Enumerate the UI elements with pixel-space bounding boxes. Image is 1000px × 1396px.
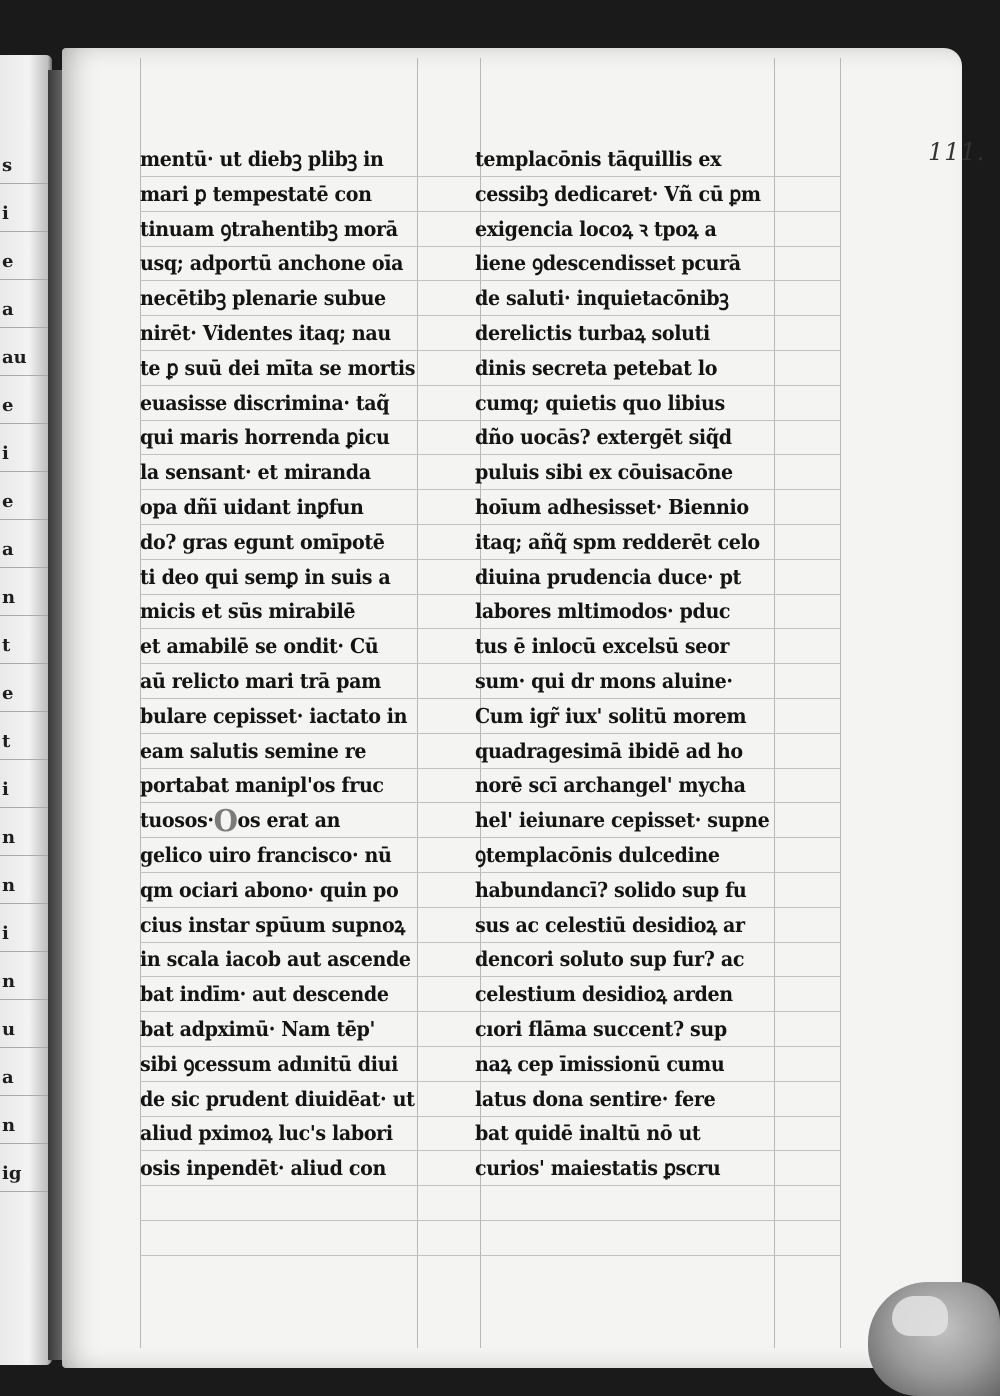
text-line: in scala iacob aut ascende — [140, 947, 411, 972]
text-line: ꝯtemplacōnis dulcedine — [475, 842, 720, 867]
text-line: osis inpendēt· aliud con — [140, 1156, 386, 1181]
facing-page-fragment: i — [2, 203, 9, 224]
facing-page-fragment: e — [2, 683, 14, 704]
text-line: celestium desidioꝝ arden — [475, 982, 733, 1007]
text-line: dño uocās? extergēt siq̃d — [475, 425, 732, 450]
facing-page-rule — [0, 1143, 48, 1144]
facing-page-rule — [0, 951, 48, 952]
facing-page-fragment: n — [2, 827, 16, 848]
facing-page-fragment: e — [2, 251, 14, 272]
text-line: ti deo qui semꝑ in suis a — [140, 564, 391, 589]
text-line: Cum igr̃ iux' solitū morem — [475, 703, 747, 728]
facing-page-fragment: a — [2, 539, 14, 560]
text-line: te ꝑ suū dei mīta se mortis — [140, 355, 416, 380]
text-line: mentū· ut diebꝫ plibꝫ in — [140, 147, 384, 171]
facing-page-rule — [0, 663, 48, 664]
facing-page-rule — [0, 711, 48, 712]
facing-page-fragment: n — [2, 1115, 16, 1136]
facing-page-rule — [0, 615, 48, 616]
facing-page-fragment: a — [2, 299, 14, 320]
folio-number: 111. — [928, 138, 986, 166]
text-line: dencori soluto sup fur? ac — [475, 947, 745, 972]
text-line: dinis secreta petebat lo — [475, 355, 718, 380]
text-line: gelico uiro francisco· nū — [140, 842, 392, 867]
facing-page-rule — [0, 519, 48, 520]
facing-page-rule — [0, 759, 48, 760]
facing-page-fragment: n — [2, 971, 16, 992]
text-line: bat quidē inaltū nō ut — [475, 1121, 701, 1146]
text-line: cıori flāma succent? sup — [475, 1016, 727, 1041]
text-line: cessibꝫ dedicaret· Vñ cū ꝑm — [475, 181, 761, 206]
text-line: puluis sibi ex cōuisacōne — [475, 460, 733, 485]
text-line: hoīum adhesisset· Biennio — [475, 494, 749, 519]
facing-page-rule — [0, 855, 48, 856]
left-text-column — [140, 142, 440, 1186]
text-line: latus dona sentire· fere — [475, 1086, 716, 1111]
facing-page-rule — [0, 807, 48, 808]
facing-page-fragment: i — [2, 779, 9, 800]
text-line: portabat manipl'os fruc — [140, 773, 384, 798]
thumbnail-highlight — [892, 1296, 948, 1336]
text-line: sibi ꝯcessum adınitū diui — [140, 1051, 398, 1076]
facing-page-fragment: e — [2, 491, 14, 512]
facing-page-fragment: a — [2, 1067, 14, 1088]
facing-page-rule — [0, 1191, 48, 1192]
text-line: necētibꝫ plenarie subue — [140, 286, 386, 311]
text-line: tuosos·Oos erat an — [140, 803, 341, 839]
text-line: micis et sūs mirabilē — [140, 599, 356, 624]
text-line: qm ociari abono· quin po — [140, 877, 399, 902]
facing-page-fragment: i — [2, 923, 9, 944]
text-line: labores mltimodos· pduc — [475, 599, 731, 624]
text-after-initial: os erat an — [237, 808, 341, 833]
text-line: curios' maiestatis ꝑscru — [475, 1156, 721, 1181]
text-line: derelictis turbaꝝ soluti — [475, 320, 710, 345]
text-line: habundancī? solido sup fu — [475, 877, 747, 902]
facing-page-fragment: t — [2, 635, 11, 656]
facing-page-fragment: au — [2, 347, 27, 368]
text-line: aū relicto mari trā pam — [140, 668, 381, 693]
text-line: eam salutis semine re — [140, 738, 367, 763]
facing-page-fragment: i — [2, 443, 9, 464]
text-line: mari ꝑ tempestatē con — [140, 181, 372, 206]
text-line: cumq; quietis quo libius — [475, 390, 725, 415]
facing-page-rule — [0, 1095, 48, 1096]
text-line: de sic prudent diuidēat· ut — [140, 1086, 415, 1111]
text-line: bulare cepisset· iactato in — [140, 703, 408, 728]
facing-page-fragment: n — [2, 587, 16, 608]
text-line: cius instar spūum supnoꝝ — [140, 912, 405, 937]
facing-page-fragment: t — [2, 731, 11, 752]
text-line: diuina prudencia duce· pt — [475, 564, 741, 589]
facing-page-fragment: s — [2, 155, 13, 176]
facing-page-rule — [0, 327, 48, 328]
text-line: hel' ieiunare cepisset· supne — [475, 808, 770, 833]
text-line: et amabilē se ondit· Cū — [140, 634, 379, 659]
text-line: sum· qui dr mons aluine· — [475, 668, 733, 693]
text-line: aliud pximoꝝ luc's labori — [140, 1121, 393, 1146]
facing-page-fragment: u — [2, 1019, 16, 1040]
text-line: exigencia locoꝝ ꝛ tpoꝝ a — [475, 216, 717, 241]
text-line: bat indīm· aut descende — [140, 982, 389, 1007]
facing-page-rule — [0, 903, 48, 904]
ruling-vertical — [840, 58, 841, 1348]
text-line: quadragesimā ibidē ad ho — [475, 738, 743, 763]
text-line: norē scī archangel' mycha — [475, 773, 746, 798]
ruling-horizontal — [140, 1220, 840, 1221]
facing-page-edge — [0, 55, 52, 1365]
text-line: bat adpximū· Nam tēp' — [140, 1016, 375, 1041]
facing-page-rule — [0, 1047, 48, 1048]
decorated-initial: O — [213, 803, 238, 839]
text-line: sus ac celestiū desidioꝝ ar — [475, 912, 745, 937]
facing-page-rule — [0, 567, 48, 568]
text-line: do? gras egunt omīpotē — [140, 529, 385, 554]
right-text-column — [475, 142, 775, 1186]
facing-page-fragment: e — [2, 395, 14, 416]
facing-page-rule — [0, 231, 48, 232]
text-line: euasisse discrimina· taq̃ — [140, 390, 390, 415]
text-line: de saluti· inquietacōnibꝫ — [475, 286, 729, 311]
facing-page-rule — [0, 423, 48, 424]
facing-page-rule — [0, 471, 48, 472]
facing-page-rule — [0, 183, 48, 184]
text-line: tus ē inlocū excelsū seor — [475, 634, 730, 659]
text-line: templacōnis tāquillis ex — [475, 147, 722, 171]
text-line: naꝝ cep īmissionū cumu — [475, 1051, 725, 1076]
text-line: itaq; añq̃ spm redderēt celo — [475, 529, 760, 554]
facing-page-rule — [0, 999, 48, 1000]
ruling-horizontal — [140, 1255, 840, 1256]
text-line: nirēt· Videntes itaq; nau — [140, 320, 391, 345]
facing-page-rule — [0, 279, 48, 280]
facing-page-fragment: ig — [2, 1163, 22, 1184]
facing-page-fragment: n — [2, 875, 16, 896]
text-line: usq; adportū anchone oīa — [140, 251, 404, 276]
text-line: tinuam ꝯtrahentibꝫ morā — [140, 216, 398, 241]
text-line: la sensant· et miranda — [140, 460, 371, 485]
text-line: liene ꝯdescendisset pcurā — [475, 251, 741, 276]
text-line: opa dñī uidant inꝑfun — [140, 494, 364, 519]
text-line: qui maris horrenda ꝑicu — [140, 425, 390, 450]
facing-page-rule — [0, 375, 48, 376]
